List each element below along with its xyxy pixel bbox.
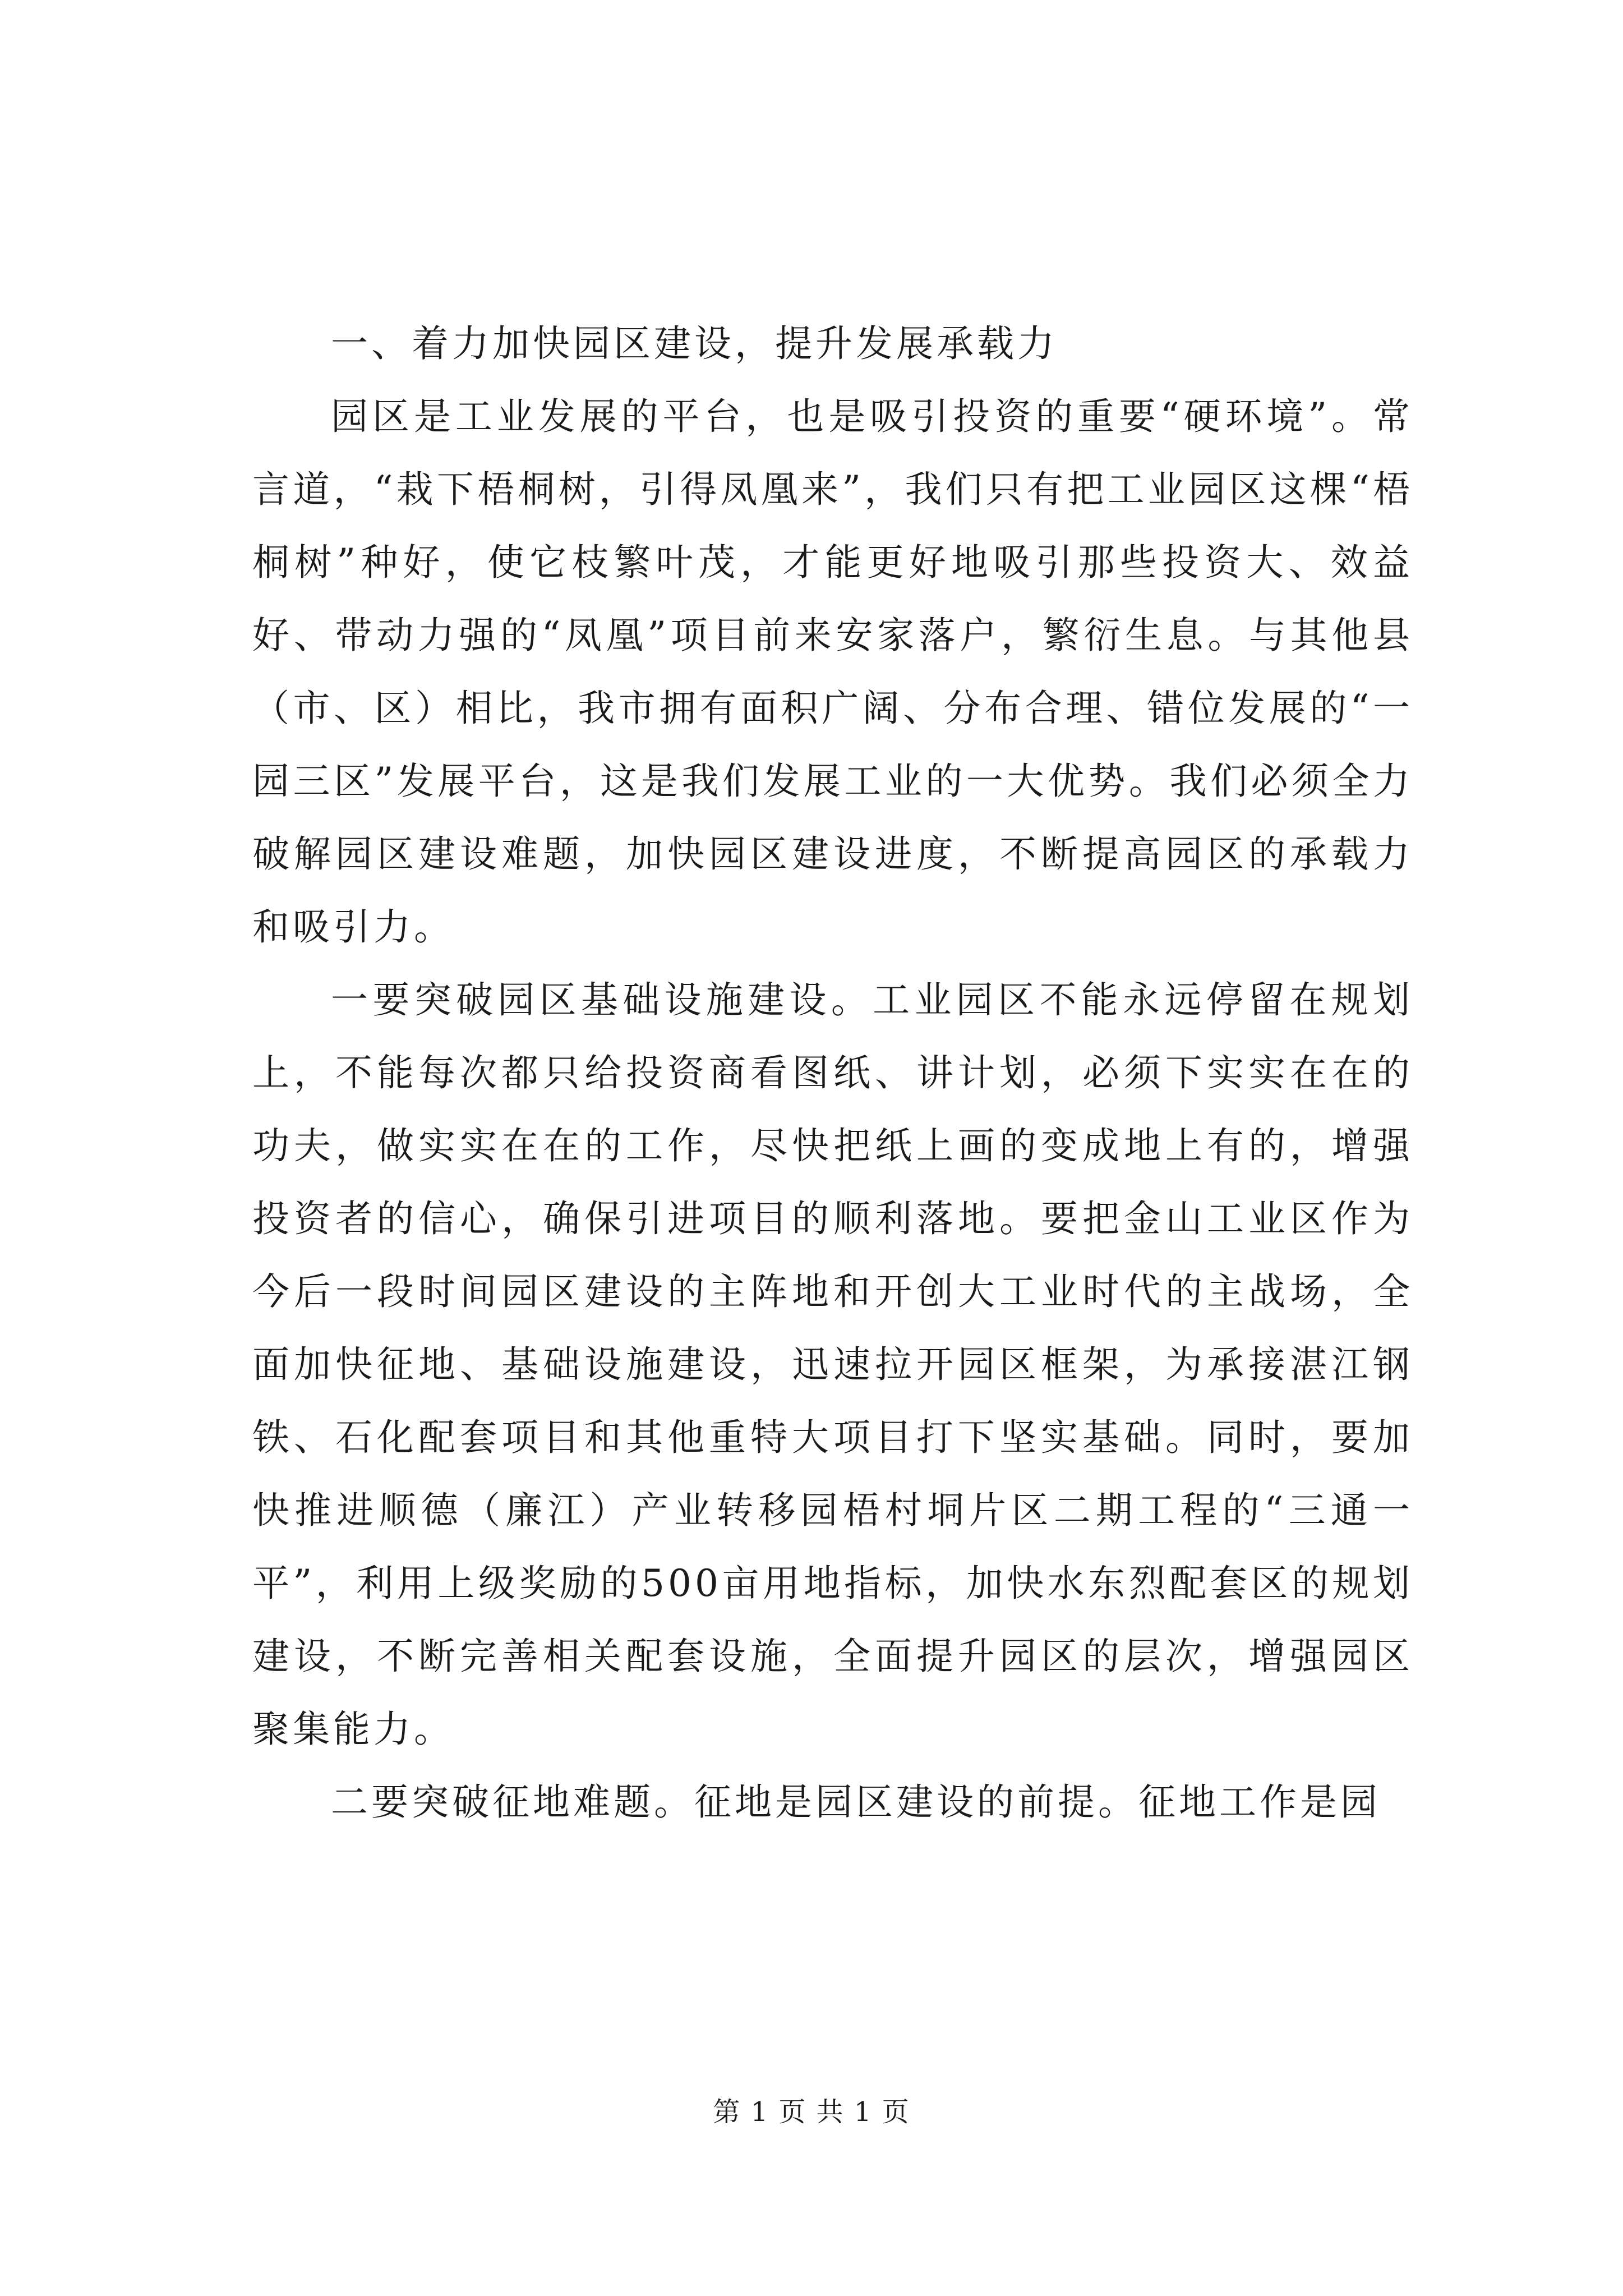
page-footer: 第 1 页 共 1 页 (713, 2096, 910, 2128)
document-body (252, 307, 1413, 1839)
section-heading: 一、着力加快园区建设，提升发展承载力 (331, 322, 1058, 365)
paragraph-land-acquisition: 二要突破征地难题。征地是园区建设的前提。征地工作是园 (331, 1780, 1381, 1824)
paragraph-intro: 园区是工业发展的平台，也是吸引投资的重要“硬环境”。常言道，“栽下梧桐树，引得凤凰来”，我们只有把工业园区这棵“梧桐树”种好，使它枝繁叶茂，才能更好地吸引那些投资大、效益好、带动力强的“凤凰”项目前来安家落户，繁衍生息。与其他县（市、区）相比，我市拥有面积广阔、分布合理、错位发展的“一园三区”发展平台，这是我们发展工业的一大优势。我们必须全力破解园区建设难题，加快园区建设进度，不断提高园区的承载力和吸引力。 (252, 395, 1413, 949)
paragraph-infrastructure: 一要突破园区基础设施建设。工业园区不能永远停留在规划上，不能每次都只给投资商看图纸、讲计划，必须下实实在在的功夫，做实实在在的工作，尽快把纸上画的变成地上有的，增强投资者的信心，确保引进项目的顺利落地。要把金山工业区作为今后一段时间园区建设的主阵地和开创大工业时代的主战场，全面加快征地、基础设施建设，迅速拉开园区框架，为承接湛江钢铁、石化配套项目和其他重特大项目打下坚实基础。同时，要加快推进顺德（廉江）产业转移园梧村垌片区二期工程的“三通一平”，利用上级奖励的500亩用地指标，加快水东烈配套区的规划建设，不断完善相关配套设施，全面提升园区的层次，增强园区聚集能力。 (252, 978, 1413, 1751)
